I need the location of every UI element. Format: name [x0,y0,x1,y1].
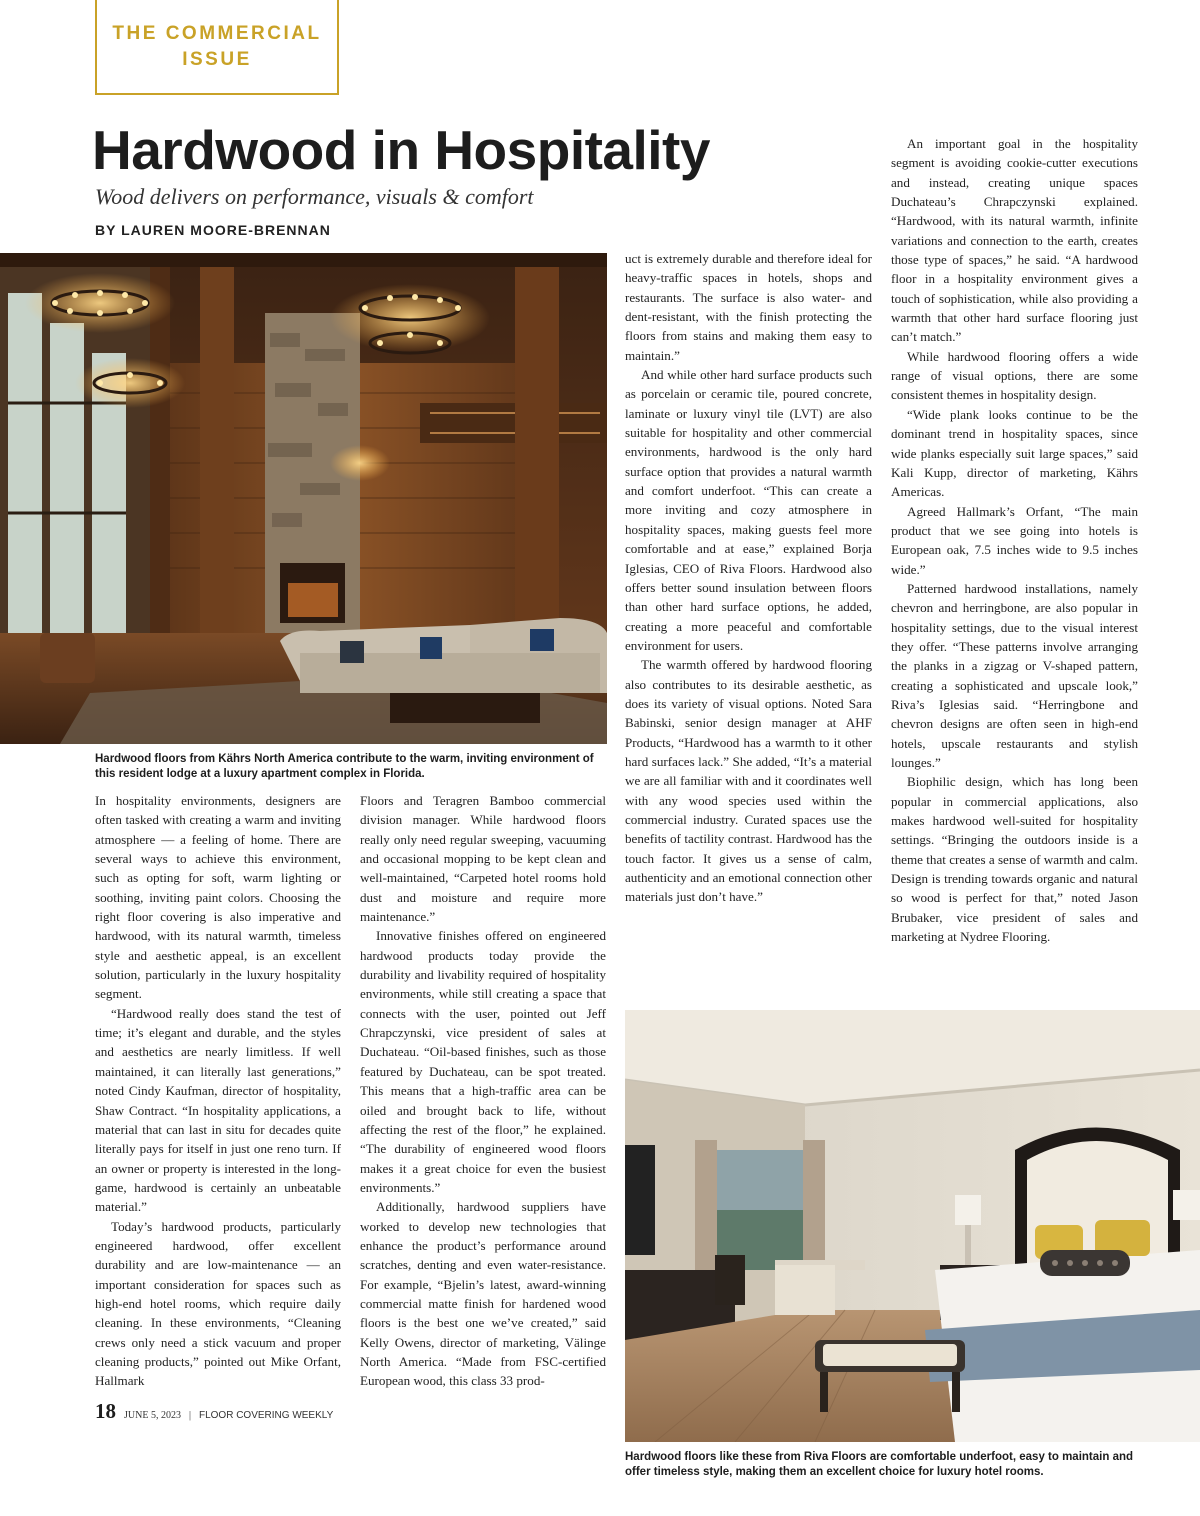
column-4-paragraph-6: Biophilic design, which has long been popular in commercial applications, also makes hardwood well-suited for hospitality settings. “Bringing the outdoors inside is a theme that creates a sense of warmth and calm. Design is trending towards organic and natural so wood is perfect for that,” noted Jason Brubaker, vice president of sales and marketing at Nydree Flooring. [891,774,1138,945]
lodge-photo [0,253,607,744]
column-2-paragraph-2: Innovative finishes offered on engineered hardwood products today provide the durability and livability required of hospitality environments, while still creating a space that connects with the user, pointed out Jeff Chrapczynski, vice president of sales at Duchateau. “Oil-based finishes, such as those featured by Duchateau, can be spot treated. This means that a high-traffic area can be oiled and brought back to life, without affecting the rest of the floor,” he explained. “The durability of engineered wood floors makes it a great choice for even the busiest environments.” [360,928,606,1195]
column-4-paragraph-1: An important goal in the hospitality segment is avoiding cookie-cutter executions and instead, creating unique spaces Duchateau’s Chrapczynski explained. “Hardwood, with its natural warmth, infinite variations and connection to the earth, creates those type of spaces,” he said. “A hardwood floor in a hospitality environment gives a touch of sophistication, while also providing a warmth that other hard surface flooring just can’t match.” [891,136,1138,345]
article-column-4 [891,134,1138,946]
article-column-2 [360,791,606,1391]
column-3-paragraph-1: uct is extremely durable and therefore ideal for heavy-traffic spaces in hotels, shops and restaurants. The surface is also water- and dent-resistant, with the finish protecting the floors from stains and making them easy to maintain.” [625,251,872,363]
issue-badge-line1: THE COMMERCIAL [112,22,322,44]
column-4-paragraph-3: “Wide plank looks continue to be the dominant trend in hospitality spaces, since wide planks especially suit large spaces,” said Kali Kupp, director of marketing, Kährs Americas. [891,406,1138,500]
column-3-paragraph-2: And while other hard surface products such as porcelain or ceramic tile, poured concrete, laminate or luxury vinyl tile (LVT) are also suitable for hospitality and other commercial environments, hardwood is the only hard surface option that provides a natural warmth and comfort underfoot. “This can create a more inviting and cozy atmosphere in hospitality spaces, making guests feel more comfortable and at ease,” explained Borja Iglesias, CEO of Riva Floors. Hardwood also offers better sound insulation between floors than other hard surface options, he added, creating a more peaceful and comfortable environment for users. [625,367,872,653]
issue-badge [95,0,339,95]
article-column-1 [95,791,341,1391]
column-4-paragraph-4: Agreed Hallmark’s Orfant, “The main product that we see going into hotels is European oak, 7.5 inches wide to 9.5 inches wide.” [891,503,1138,577]
column-3-paragraph-3: The warmth offered by hardwood flooring also contributes to its desirable aesthetic, as does its variety of visual options. Noted Sara Babinski, senior design manager at AHF Products, “Hardwood has a warmth to it other hard surfaces lack.” She added, “It’s a material we are all familiar with and it coordinates well with any wood species used within the commercial industry. Curated spaces use the benefits of tactility contrast. Hardwood has the touch factor. It gives us a sense of calm, authenticity and an emotional connection other materials just don’t have.” [625,657,872,905]
hotel-room-photo [625,1010,1200,1442]
column-2-paragraph-1: Floors and Teragren Bamboo commercial division manager. While hardwood floors really only need regular sweeping, vacuuming and occasional mopping to be kept clean and well-maintained, “Carpeted hotel rooms hold dust and moisture and require more maintenance.” [360,793,606,925]
column-1-paragraph-2: “Hardwood really does stand the test of time; it’s elegant and durable, and the styles and aesthetics are nearly limitless. If well maintained, it can literally last generations,” noted Cindy Kaufman, director of hospitality, Shaw Contract. “In hospitality applications, a material that can last in situ for decades quite literally pays for itself in just one reno turn. If an owner or property is interested in the long-game, hardwood is certainly an unbeatable material.” [95,1005,341,1215]
article-title: Hardwood in Hospitality [92,119,710,181]
lodge-photo-caption: Hardwood floors from Kährs North America contribute to the warm, inviting environment of this resident lodge at a luxury apartment complex in Florida. [95,753,594,780]
publication-name: FLOOR COVERING WEEKLY [198,1410,334,1421]
article-column-3 [625,249,872,907]
footer-separator: | [188,1410,191,1421]
column-1-paragraph-1: In hospitality environments, designers are often tasked with creating a warm and inviting atmosphere — a feeling of home. There are several ways to achieve this environment, such as opting for soft, warm lighting or soothing, inviting paint colors. Choosing the right floor covering is also imperative and hardwood, with its natural warmth, timeless style and aesthetic appeal, is an excellent solution, particularly in the luxury hospitality segment. [95,793,341,1002]
column-4-paragraph-2: While hardwood flooring offers a wide range of visual options, there are some consistent themes in hospitality design. [891,348,1138,403]
hotel-room-photo-illustration [625,1010,1200,1442]
page-number: 18 [95,1399,116,1423]
article-byline: BY LAUREN MOORE-BRENNAN [95,222,331,238]
column-4-paragraph-5: Patterned hardwood installations, namely chevron and herringbone, are also popular in hospitality settings, due to the visual interest they offer. “These patterns involve arranging the planks in a zigzag or V-shaped pattern, creating a sophisticated and upscale look,” Riva’s Iglesias said. “Herringbone and chevron designs are often seen in high-end hotels, upscale restaurants and stylish lounges.” [891,580,1138,770]
column-2-paragraph-3: Additionally, hardwood suppliers have worked to develop new technologies that enhance the product’s performance around scratches, denting and even water-resistance. For example, “Bjelin’s latest, award-winning commercial matte finish for hardened wood floors is the best one we’ve created,” said Kelly Owens, director of marketing, Välinge North America. “Made from FSC-certified European wood, this class 33 prod- [360,1199,606,1389]
issue-badge-line2: ISSUE [182,48,252,70]
hotel-room-photo-caption: Hardwood floors like these from Riva Floors are comfortable underfoot, easy to maintain and offer timeless style, making them an excellent choice for luxury hotel rooms. [625,1451,1134,1478]
column-1-paragraph-3: Today’s hardwood products, particularly engineered hardwood, offer excellent durability and are low-maintenance — an important consideration for spaces such as high-end hotel rooms, which require daily cleaning. In these environments, “Cleaning crews only need a stick vacuum and proper cleaning products,” pointed out Mike Orfant, Hallmark [95,1218,341,1389]
article-subtitle: Wood delivers on performance, visuals & comfort [95,184,534,209]
issue-date: JUNE 5, 2023 [124,1410,181,1421]
lodge-photo-illustration [0,253,607,744]
page-footer [95,1399,333,1424]
